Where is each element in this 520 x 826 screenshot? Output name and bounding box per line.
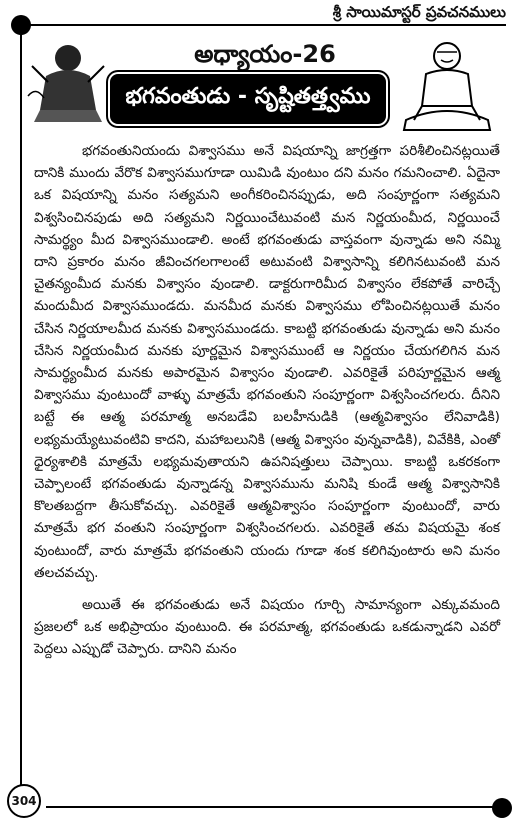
master-portrait-illustration [392,36,502,136]
chapter-number-heading: అధ్యాయం-26 [194,40,336,68]
page-number-badge: 304 [7,784,41,818]
paragraph: భగవంతునియందు విశ్వాసము అనే విషయాన్ని జాగ్రత్తగా పరిశీలించినట్లయితే దానికి ముందు వేరొక విశ్వాసముగూడా యిమిడి వుంటుం దని మనం గమనించాలి. ఏదైనా ఒక విషయాన్ని మనం సత్యమని అంగీకరించినప్పుడు, అది సంపూర్ణంగా సత్యమని విశ్వసించినపుడు అది సత్యమని నిర్ణయించేటువంటి మన నిర్ణయంమీద, నిర్ణయించే సామర్థ్యం మీద విశ్వాసముండాలి. అంటే భగవంతుడు వాస్తవంగా వున్నాడు అని నమ్మి దాని ప్రకారం మనం జీవించగలగాలంటే అటువంటి విశ్వాసాన్ని కలిగినటువంటి మన చైతన్యంమీద మనకు విశ్వాసం వుండాలి. డాక్టరుగారిమీద విశ్వాసం లేకపోతే వారిచ్చే మందుమీద విశ్వాసముండదు. మనమీద మనకు విశ్వాసము లోపించినట్లయితే మనం చేసిన నిర్ణయాలమీద మనకు విశ్వాసముండదు. కాబట్టి భగవంతుడు వున్నాడు అని మనం చేసిన నిర్ణయంమీద మనకు పూర్ణమైన విశ్వాసముంటే ఆ నిర్ణయం చేయగలిగిన మన సామర్థ్యంమీద మనకు అపారమైన విశ్వాసం వుండాలి. ఎవరికైతే పరిపూర్ణమైన ఆత్మ విశ్వాసము వుంటుందో వాళ్ళు మాత్రమే భగవంతుని సంపూర్ణంగా విశ్వసించగలరు. దీనిని బట్టే ఈ ఆత్మ పరమాత్మ అనబడేవి బలహీనుడికి (ఆత్మవిశ్వాసం లేనివాడికి) లభ్యమయ్యేటువంటివి కాదని, మహాబలునికి (ఆత్మ విశ్వాసం వున్నవాడికి), వివేకికి, ఎంతో ధైర్యశాలికి మాత్రమే లభ్యమవుతాయని ఉపనిషత్తులు చెప్పాయి. కాబట్టి ఒకరకంగా చెప్పాలంటే భగవంతుడు వున్నాడన్న విశ్వాసమును మనిషి కుండే ఆత్మ విశ్వాసానికి కొలతబద్దగా తీసుకోవచ్చు. ఎవరికైతే ఆత్మవిశ్వాసం సంపూర్ణంగా వుంటుందో, వారు మాత్రమే భగ వంతుని సంపూర్ణంగా విశ్వసించగలరు. ఎవరికైతే తమ విషయమై శంక వుంటుందో, వారు మాత్రమే భగవంతుని యందు గూడా శంక కలిగివుంటారు అని మనం తలచవచ్చు. [34,143,500,581]
paragraph: అయితే ఈ భగవంతుడు అనే విషయం గూర్చి సామాన్యంగా ఎక్కువమంది ప్రజలలో ఒక అభిప్రాయం వుంటుంది. ఈ పరమాత్మ, భగవంతుడు ఒకడున్నాడని ఎవరో పెద్దలు ఎప్పుడో చెప్పారు. దానిని మనం [34,597,500,658]
corner-dot-top-left [11,15,31,35]
bottom-border-rule [46,806,502,808]
top-border-rule [22,24,506,26]
chapter-title: భగవంతుడు - సృష్టితత్త్వము [125,84,371,109]
book-title-header: శ్రీ సాయిమాస్టర్ ప్రవచనములు [332,3,506,21]
saint-portrait-illustration [26,36,110,126]
left-border-rule [20,24,22,802]
chapter-title-banner [110,74,386,124]
chapter-body-text [34,140,500,661]
corner-dot-bottom-right [492,798,512,818]
